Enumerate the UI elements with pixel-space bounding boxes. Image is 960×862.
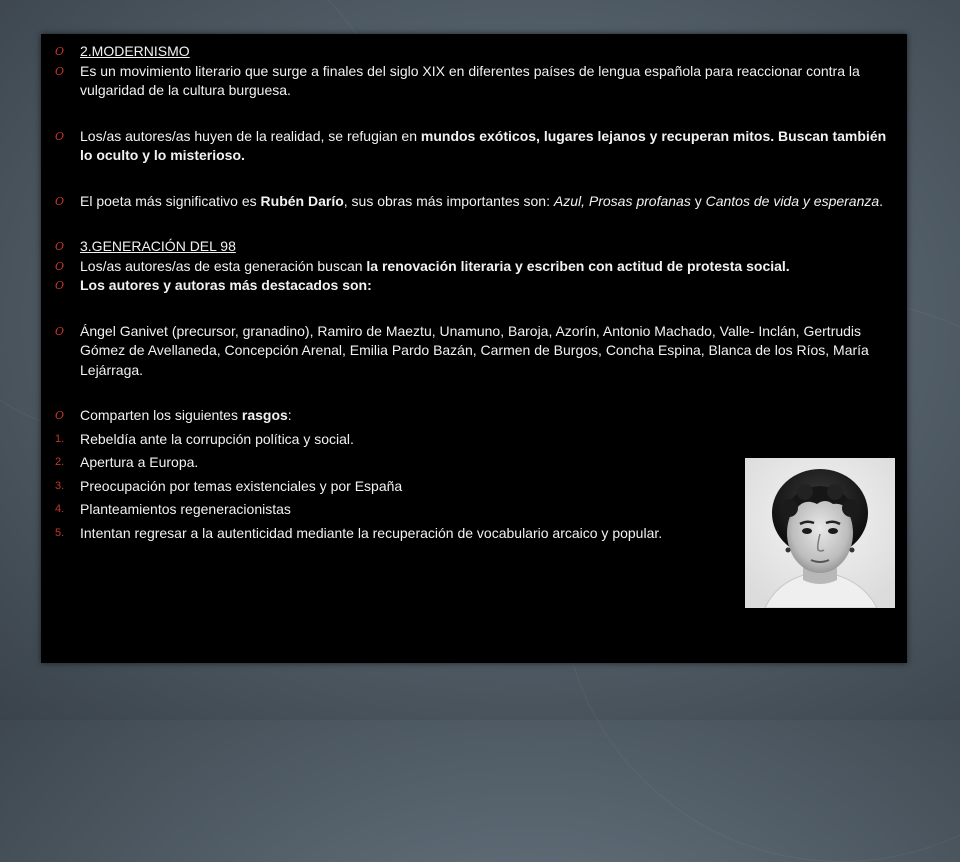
list-item (55, 62, 895, 101)
paragraph-text: . (879, 192, 884, 209)
paragraph-emphasis: Los autores y autoras más destacados son: (80, 277, 372, 293)
paragraph-emphasis: mundos exóticos, lugares lejanos y recuperan mitos. Buscan también lo oculto y lo misterioso. (80, 127, 887, 163)
paragraph-text: : (287, 407, 292, 423)
trait-text: Rebeldía ante la corrupción política y social. (80, 430, 354, 447)
trait-text: Apertura a Europa. (80, 454, 199, 470)
author-portrait-photo (745, 458, 895, 608)
paragraph-text: , sus obras más importantes son: (343, 192, 554, 209)
trait-number: 3. (55, 479, 65, 492)
bullet-icon: O (55, 64, 65, 78)
bullet-icon: O (55, 324, 65, 338)
list-item (55, 237, 895, 257)
bullet-icon: O (55, 259, 65, 273)
author-name: Rubén Darío (260, 192, 344, 209)
list-item (55, 127, 895, 166)
list-item (55, 276, 895, 296)
bullet-icon: O (55, 279, 65, 292)
bullet-icon: O (55, 129, 65, 143)
work-titles: Azul, Prosas profanas (553, 192, 691, 209)
portrait-image (745, 458, 895, 608)
bullet-icon: O (55, 194, 65, 208)
paragraph-emphasis: la renovación literaria y escriben con actitud de protesta social. (366, 257, 790, 274)
work-title: Cantos de vida y esperanza (705, 192, 880, 209)
bullet-icon: O (55, 45, 65, 58)
trait-number: 1. (55, 432, 65, 445)
list-item (55, 322, 895, 381)
trait-number: 5. (55, 526, 65, 539)
paragraph-emphasis: rasgos (241, 407, 288, 423)
trait-text: Preocupación por temas existenciales y por España (80, 477, 403, 494)
trait-number: 2. (55, 456, 65, 468)
list-item (55, 42, 895, 62)
slide (41, 34, 907, 663)
paragraph-text: Los/as autores/as de esta generación buscan (80, 257, 367, 274)
bullet-icon: O (55, 240, 65, 253)
paragraph-text: Los/as autores/as huyen de la realidad, se refugian en (80, 127, 421, 144)
paragraph-text: y (690, 192, 706, 209)
trait-item (55, 430, 895, 450)
trait-text: Intentan regresar a la autenticidad mediante la recuperación de vocabulario arcaico y popular. (80, 524, 663, 541)
paragraph-text: Es un movimiento literario que surge a finales del siglo XIX en diferentes países de lengua española para reaccionar contra la vulgaridad de la cultura burguesa. (80, 62, 860, 98)
paragraph-text: Comparten los siguientes (80, 407, 242, 423)
list-item (55, 257, 895, 277)
bullet-icon: O (55, 409, 65, 422)
list-item (55, 192, 895, 212)
list-item (55, 406, 895, 426)
section-heading-generacion: 3.GENERACIÓN DEL 98 (80, 238, 236, 254)
trait-number: 4. (55, 503, 65, 515)
section-heading-modernismo: 2.MODERNISMO (80, 43, 190, 59)
authors-list: Ángel Ganivet (precursor, granadino), Ramiro de Maeztu, Unamuno, Baroja, Azorín, Antonio Machado, Valle- Inclán, Gertrudis Gómez de Avellaneda, Concepción Arenal, Emilia Pardo Bazán, Carmen de Burgos, Concha Espina, Blanca de los Ríos, María Lejárraga. (80, 322, 869, 378)
paragraph-text: El poeta más significativo es (80, 192, 261, 209)
trait-text: Planteamientos regeneracionistas (80, 501, 291, 517)
